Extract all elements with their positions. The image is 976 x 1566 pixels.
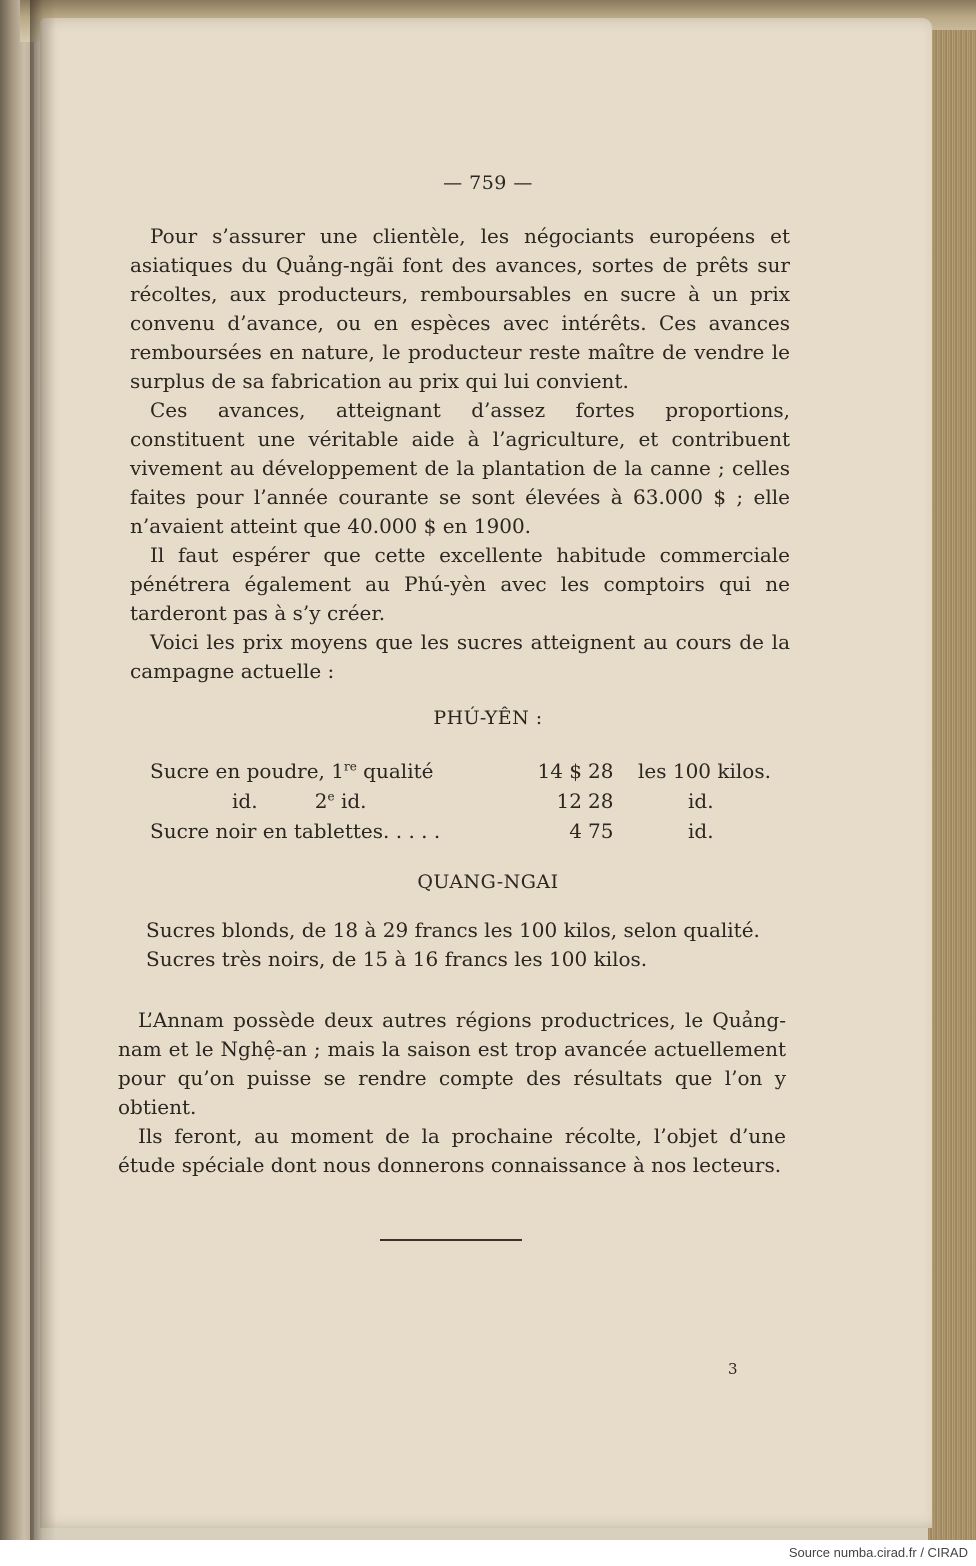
body-text	[130, 222, 790, 686]
signature-mark: 3	[728, 1360, 738, 1378]
price-label: Sucre en poudre, 1re qualité	[150, 759, 434, 783]
table-row	[150, 786, 828, 816]
price-unit: id.	[688, 789, 714, 813]
right-page-edges	[928, 30, 976, 1540]
price-cents: 28	[588, 759, 614, 783]
page-number: — 759 —	[443, 172, 533, 194]
paragraph: L’Annam possède deux autres régions productrices, le Quảng-nam et le Nghệ-an ; mais la saison est trop avancée actuellement pour qu’on puisse se rendre compte des résultats que l’on y obtient.	[118, 1008, 786, 1119]
table-row	[150, 816, 828, 846]
section-divider	[380, 1239, 522, 1241]
price-label: id. 2e id.	[232, 789, 367, 813]
paragraph: Voici les prix moyens que les sucres atteignent au cours de la campagne actuelle :	[130, 630, 790, 683]
price-dollars: 12	[556, 789, 582, 813]
table-row	[150, 756, 828, 786]
price-cents: 75	[588, 819, 614, 843]
quangngai-price-lines	[146, 916, 786, 974]
list-item: Sucres blonds, de 18 à 29 francs les 100 kilos, selon qualité.	[146, 918, 760, 942]
closing-text	[118, 1006, 786, 1180]
source-credit: Source numba.cirad.fr / CIRAD	[788, 1545, 968, 1560]
left-page-edge	[0, 0, 34, 1540]
phuyen-heading: PHÚ-YÊN :	[433, 707, 543, 729]
phuyen-price-table	[150, 756, 828, 846]
price-dollars: 14 $	[537, 759, 582, 783]
price-dollars: 4	[569, 819, 582, 843]
price-unit: les 100 kilos.	[638, 759, 771, 783]
price-label: Sucre noir en tablettes. . . . .	[150, 819, 441, 843]
paragraph: Ces avances, atteignant d’assez fortes proportions, constituent une véritable aide à l’agriculture, et contribuent vivement au développement de la plantation de la canne ; celles faites pour l’année courante se sont élevées à 63.000 $ ; elle n’avaient atteint que 40.000 $ en 1900.	[130, 398, 790, 538]
paragraph: Ils feront, au moment de la prochaine récolte, l’objet d’une étude spéciale dont nous donnerons connaissance à nos lecteurs.	[118, 1124, 786, 1177]
price-unit: id.	[688, 819, 714, 843]
paragraph: Il faut espérer que cette excellente habitude commerciale pénétrera également au Phú-yèn avec les comptoirs qui ne tarderont pas à s’y créer.	[130, 543, 790, 625]
gutter-shadow	[30, 0, 56, 1540]
quangngai-heading: QUANG-NGAI	[417, 871, 559, 893]
list-item: Sucres très noirs, de 15 à 16 francs les 100 kilos.	[146, 947, 648, 971]
paragraph: Pour s’assurer une clientèle, les négociants européens et asiatiques du Quảng-ngãi font des avances, sortes de prêts sur récoltes, aux producteurs, remboursables en sucre à un prix convenu d’avance, ou en espèces avec intérêts. Ces avances remboursées en nature, le producteur reste maître de vendre le surplus de sa fabrication au prix qui lui convient.	[130, 224, 790, 393]
price-cents: 28	[588, 789, 614, 813]
